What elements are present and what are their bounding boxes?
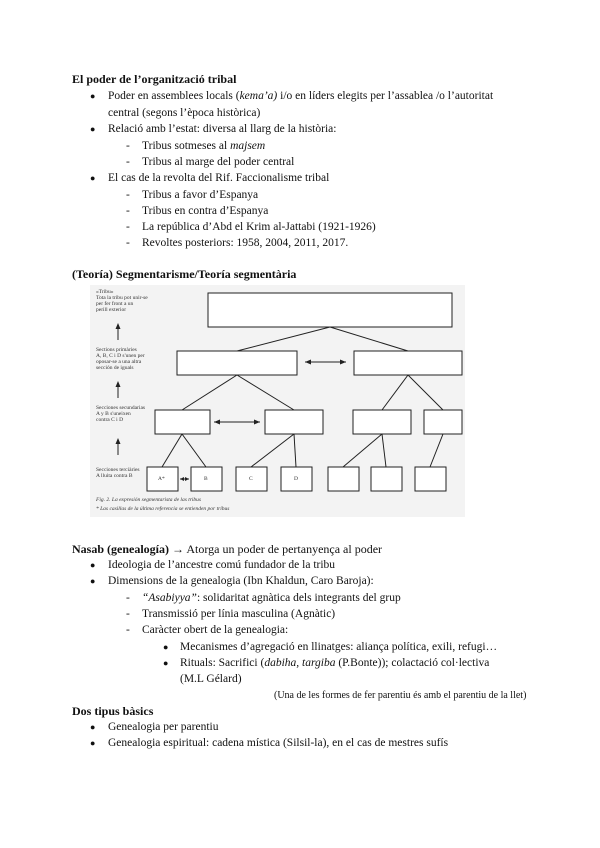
sub-tribes-for-spain: - Tribus a favor d’Espanya xyxy=(142,189,258,201)
side-label-primary: Sections primàries A, B, C i D s'unen per oposar-se a una altra sección de iguals xyxy=(96,347,145,371)
tribe-box xyxy=(208,293,452,327)
section-title-two-types: Dos tipus bàsics xyxy=(72,704,154,718)
milk-kinship-note: (Una de les formes de fer parentiu és amb el parentiu de la llet) xyxy=(274,690,527,701)
leaf-label-a: A* xyxy=(158,476,165,482)
bullet-rif-revolt: ● El cas de la revolta del Rif. Faccionalisme tribal xyxy=(108,172,329,184)
subsub-rituals: ● Rituals: Sacrifici (dabiha, targiba (P.Bonte)); colactació col·lectiva xyxy=(180,657,489,669)
subsub-rituals-cont: (M.L Gélard) xyxy=(180,673,242,685)
sub-tribes-against-spain: - Tribus en contra d’Espanya xyxy=(142,205,268,217)
sub-male-line: - Transmissió per línia masculina (Agnàtic) xyxy=(142,608,335,620)
subsub-mechanisms: ● Mecanismes d’agregació en llinatges: aliança política, exili, refugi… xyxy=(180,641,497,653)
sub-tribes-subjected: - Tribus sotmeses al majsem xyxy=(142,140,265,152)
sub-asabiyya: - “Asabiyya”: solidaritat agnàtica dels integrants del grup xyxy=(142,592,401,604)
section-title-segmentarism: (Teoría) Segmentarisme/Teoría segmentària xyxy=(72,267,297,281)
primary-section-left xyxy=(177,351,297,375)
leaf-label-c: C xyxy=(249,476,253,482)
figure-caption: Fig. 2. La expresión segmentarista de las tribus xyxy=(96,497,202,503)
side-label-secondary: Secciones secundarias A y B s'uneixen contra C i D xyxy=(96,405,146,423)
primary-section-right xyxy=(354,351,462,375)
bullet-kinship-genealogy: ● Genealogia per parentiu xyxy=(108,721,218,733)
segmentary-tree xyxy=(90,285,465,517)
leaf-label-b: B xyxy=(204,476,208,482)
bullet-local-assemblies: ● Poder en assemblees locals (kema’a) i/o en líders elegits per l’assablea /o l’autoritat xyxy=(108,90,493,102)
segmentary-diagram xyxy=(90,285,465,517)
secondary-section-4 xyxy=(424,410,462,434)
sub-tribes-margin: - Tribus al marge del poder central xyxy=(142,156,294,168)
bullet-spiritual-genealogy: ● Genealogia espiritual: cadena mística (Silsil-la), en el cas de mestres sufís xyxy=(108,737,448,749)
side-label-tribe: «Tribu» Tota la tribu pot unir-se per fer front a un perill exterior xyxy=(96,289,148,313)
side-label-tertiary: Secciones terciàries A lluita contra B xyxy=(96,467,140,479)
sub-later-revolts: - Revoltes posteriors: 1958, 2004, 2011, 2017. xyxy=(142,237,348,249)
secondary-section-2 xyxy=(265,410,323,434)
bullet-genealogy-dimensions: ● Dimensions de la genealogia (Ibn Khaldun, Caro Baroja): xyxy=(108,575,374,587)
secondary-section-3 xyxy=(353,410,411,434)
section-title-nasab: Nasab (genealogía) → Atorga un poder de pertanyença al poder xyxy=(72,542,383,556)
section-title-tribal-power: El poder de l’organització tribal xyxy=(72,72,237,86)
leaf-label-d: D xyxy=(294,476,298,482)
secondary-section-1 xyxy=(155,410,210,434)
bullet-common-ancestor: ● Ideologia de l’ancestre comú fundador de la tribu xyxy=(108,559,335,571)
bullet-local-assemblies-cont: central (segons l’època històrica) xyxy=(108,107,261,119)
figure-footnote: * Las casillas de la última referencia se entienden por tribus xyxy=(96,506,230,512)
bullet-state-relation: ● Relació amb l’estat: diversa al llarg de la història: xyxy=(108,123,336,135)
sub-republic: - La república d’Abd el Krim al-Jattabi (1921-1926) xyxy=(142,221,376,233)
sub-open-genealogy: - Caràcter obert de la genealogia: xyxy=(142,624,288,636)
